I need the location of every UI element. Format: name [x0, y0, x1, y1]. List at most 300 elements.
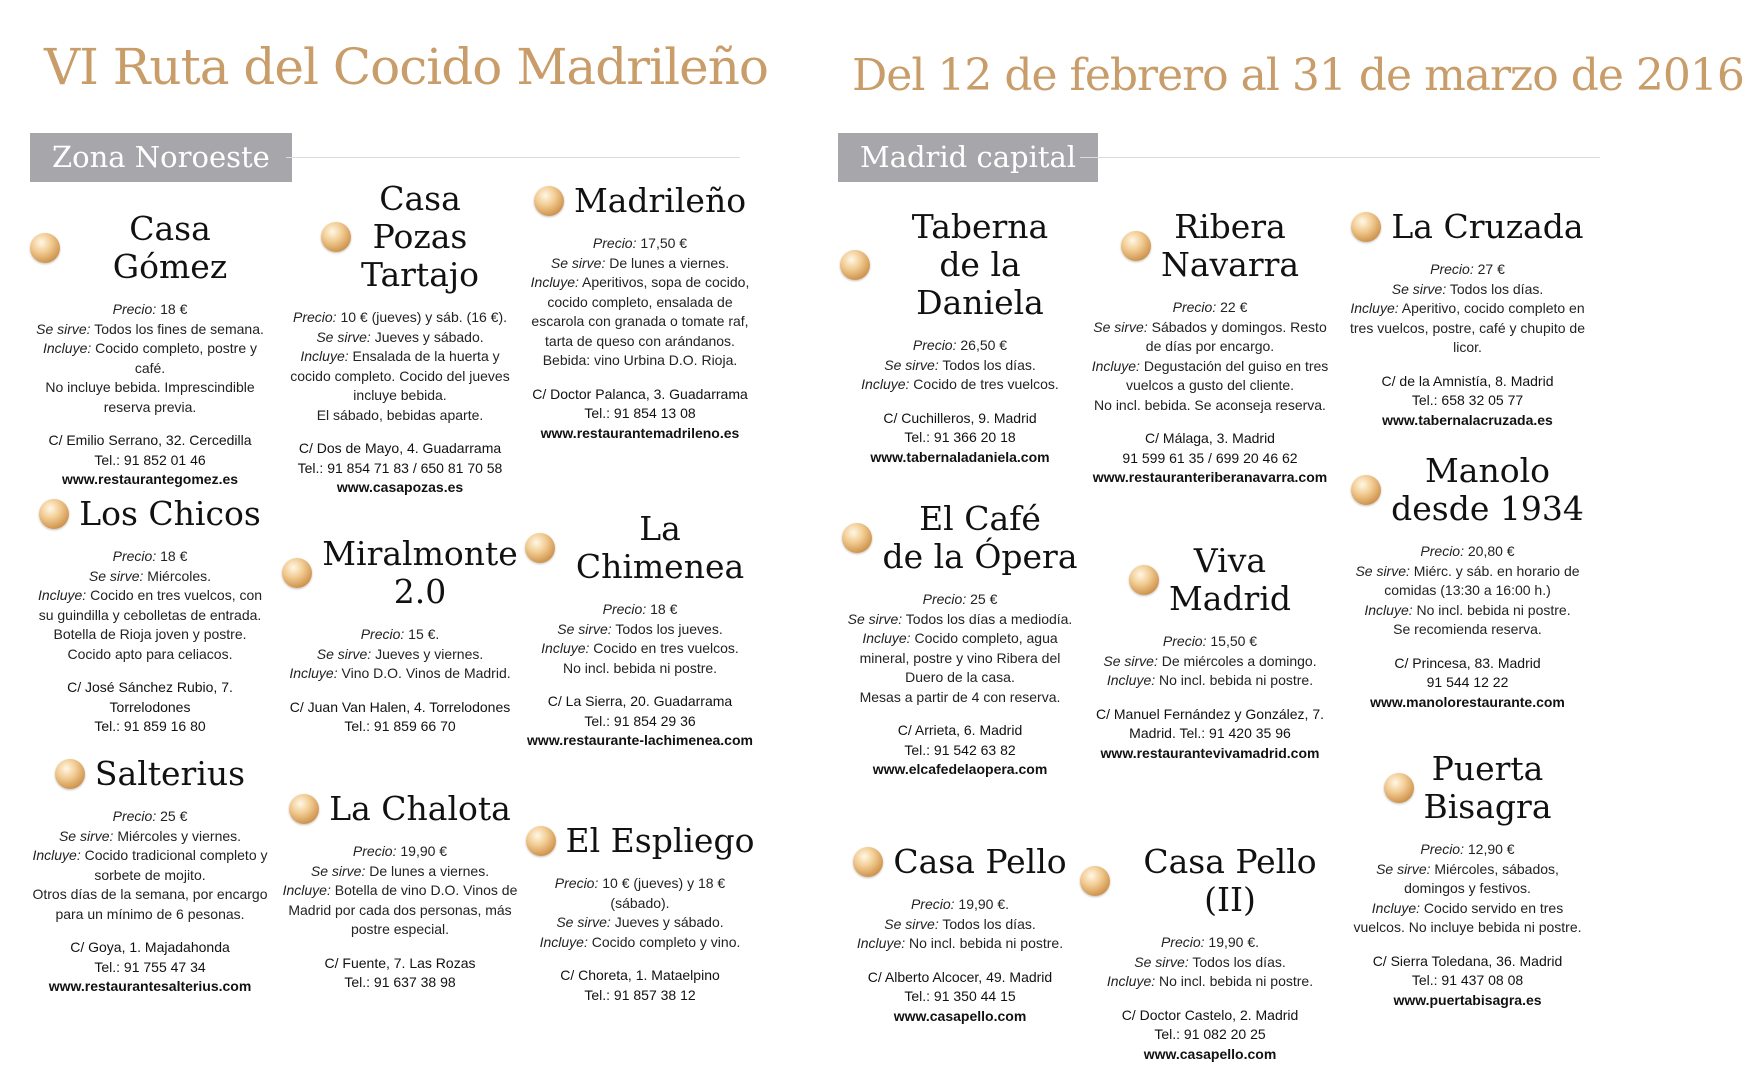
label-price: Precio:: [922, 591, 967, 607]
address: C/ Sierra Toledana, 36. Madrid: [1372, 952, 1563, 969]
chickpea-icon: [30, 233, 60, 263]
info-price: [840, 895, 1080, 915]
info-price: [30, 300, 270, 320]
info-serves: [840, 915, 1080, 935]
label-serves: Se sirve:: [1391, 280, 1447, 297]
restaurant-card: [280, 790, 520, 993]
restaurant-name-row: [1345, 750, 1590, 826]
label-price: Precio:: [352, 843, 397, 859]
label-price: Precio:: [112, 548, 157, 564]
restaurant-info: [1345, 542, 1590, 640]
info-price: [1345, 260, 1590, 280]
restaurant-name: Puerta Bisagra: [1423, 749, 1552, 826]
chickpea-icon: [842, 523, 872, 553]
restaurant-name: Viva Madrid: [1168, 541, 1292, 618]
info-price: [1345, 840, 1590, 860]
value-serves: De lunes a viernes.: [609, 254, 730, 271]
phone: Tel.: 91 350 44 15: [904, 988, 1016, 1004]
restaurant-info: [1090, 632, 1330, 691]
label-serves: Se sirve:: [847, 610, 903, 627]
restaurant-contact: [525, 966, 755, 1005]
info-serves: [1345, 562, 1590, 601]
value-serves: Sábados y domingos. Resto de días por encargo.: [1145, 318, 1327, 354]
restaurant-contact: [840, 409, 1080, 468]
label-serves: Se sirve:: [310, 862, 366, 879]
website: www.elcafedelaopera.com: [872, 761, 1048, 777]
info-price: [30, 807, 270, 827]
restaurant-contact: [30, 431, 270, 490]
restaurant-info: [1345, 260, 1590, 358]
restaurant-name: La Cruzada: [1391, 207, 1584, 246]
label-includes: Incluye:: [37, 587, 87, 603]
value-includes: Vino D.O. Vinos de Madrid.: [341, 665, 511, 681]
info-serves: [30, 320, 270, 340]
address: C/ Princesa, 83. Madrid: [1394, 654, 1541, 671]
restaurant-info: [840, 590, 1080, 707]
restaurant-card: [840, 208, 1080, 467]
address: C/ Juan Van Halen, 4. Torrelodones: [289, 698, 511, 715]
value-price: 25 €: [160, 808, 188, 824]
restaurant-name-row: [525, 510, 755, 586]
chickpea-icon: [1129, 565, 1159, 595]
info-serves: [1090, 652, 1330, 672]
restaurant-contact: [840, 968, 1080, 1027]
value-includes: Degustación del guiso en tres vuelcos a gusto del cliente.: [1125, 357, 1329, 393]
label-price: Precio:: [1420, 841, 1464, 857]
chickpea-icon: [534, 186, 564, 216]
zone-label-madrid: Madrid capital: [838, 133, 1098, 182]
label-price: Precio:: [910, 896, 955, 912]
restaurant-contact: [280, 954, 520, 993]
restaurant-contact: [1080, 1006, 1340, 1065]
value-price: 19,90 €: [400, 843, 448, 859]
value-serves: Miércoles, sábados, domingos y festivos.: [1404, 860, 1559, 896]
label-serves: Se sirve:: [884, 915, 939, 932]
restaurant-name-row: [840, 843, 1080, 881]
value-price: 17,50 €: [640, 235, 688, 251]
restaurant-name-row: [840, 500, 1080, 576]
info-includes: [1345, 601, 1590, 621]
value-serves: Miércoles y viernes.: [117, 827, 242, 844]
info-includes: [280, 881, 520, 940]
info-includes: [840, 375, 1080, 395]
info-includes: [1345, 899, 1590, 938]
label-includes: Incluye:: [1091, 357, 1140, 374]
restaurant-contact: [1090, 429, 1330, 488]
info-includes: [1090, 357, 1330, 396]
page-title: VI Ruta del Cocido Madrileño: [44, 38, 769, 96]
info-includes: [525, 639, 755, 659]
address: C/ de la Amnistía, 8. Madrid: [1381, 372, 1554, 389]
restaurant-name-row: [1090, 542, 1330, 618]
value-serves: Todos los jueves.: [615, 620, 723, 637]
label-includes: Incluye:: [1371, 899, 1421, 916]
chickpea-icon: [289, 794, 319, 824]
info-serves: [285, 328, 515, 348]
restaurant-info: [30, 300, 270, 417]
value-serves: Todos los días.: [1192, 953, 1286, 970]
label-price: Precio:: [554, 875, 599, 891]
restaurant-card: [30, 495, 270, 737]
phone: Tel.: 91 857 38 12: [584, 986, 696, 1003]
label-serves: Se sirve:: [36, 320, 91, 337]
info-price: [840, 336, 1080, 356]
label-includes: Incluye:: [1106, 672, 1156, 688]
website: www.restaurantemadrileno.es: [540, 424, 740, 441]
info-price: [280, 625, 520, 645]
info-extra: Mesas a partir de 4 con reserva.: [859, 688, 1061, 705]
info-extra: El sábado, bebidas aparte.: [316, 406, 484, 423]
label-includes: Incluye:: [43, 340, 92, 356]
phone: Tel.: 91 854 71 83 / 650 81 70 58: [297, 459, 503, 476]
info-includes: [30, 339, 270, 378]
chickpea-icon: [1351, 212, 1381, 242]
divider: [1080, 157, 1600, 158]
label-includes: Incluye:: [1364, 601, 1413, 618]
restaurant-card: [525, 510, 755, 751]
value-price: 22 €: [1220, 299, 1248, 315]
label-price: Precio:: [1420, 543, 1464, 559]
restaurant-name-row: [525, 822, 755, 860]
restaurant-info: [285, 308, 515, 425]
restaurant-card: [840, 843, 1080, 1026]
phone: Tel.: 91 852 01 46: [94, 451, 206, 468]
website: www.restaurantegomez.es: [61, 471, 239, 487]
restaurant-contact: [30, 678, 270, 737]
restaurant-contact: [525, 692, 755, 751]
restaurant-info: [1080, 933, 1340, 992]
label-serves: Se sirve:: [1103, 652, 1158, 669]
label-serves: Se sirve:: [1093, 318, 1148, 335]
restaurant-card: [525, 182, 755, 443]
info-serves: [30, 567, 270, 587]
restaurant-name: Ribera Navarra: [1160, 207, 1300, 284]
value-price: 20,80 €: [1467, 543, 1515, 559]
restaurant-contact: [30, 938, 270, 997]
phone: 91 599 61 35 / 699 20 46 62: [1122, 449, 1298, 466]
info-extra: No incluye bebida. Imprescindible reserva previa.: [45, 379, 255, 415]
info-includes: [840, 934, 1080, 954]
restaurant-name: Casa Pello: [893, 842, 1067, 881]
info-serves: [1345, 860, 1590, 899]
restaurant-name: Casa Gómez: [112, 209, 228, 286]
info-includes: [1345, 299, 1590, 358]
value-includes: No incl. bebida ni postre.: [909, 935, 1064, 951]
chickpea-icon: [1121, 231, 1151, 261]
restaurant-name-row: [285, 180, 515, 294]
value-serves: Todos los fines de semana.: [94, 320, 264, 337]
restaurant-name-row: [280, 790, 520, 828]
info-includes: [1090, 671, 1330, 691]
restaurant-info: [1345, 840, 1590, 938]
value-price: 18 €: [160, 301, 188, 317]
restaurant-card: [285, 180, 515, 498]
phone: Tel.: 91 854 13 08: [584, 405, 696, 421]
value-price: 26,50 €: [960, 337, 1008, 353]
info-includes: [1080, 972, 1340, 992]
info-extra: Bebida: vino Urbina D.O. Rioja.: [542, 352, 738, 368]
address: C/ Goya, 1. Majadahonda: [70, 939, 230, 955]
info-serves: [525, 913, 755, 933]
restaurant-contact: [1345, 372, 1590, 431]
address: C/ Fuente, 7. Las Rozas: [324, 954, 476, 971]
label-includes: Incluye:: [856, 935, 906, 951]
zone-label-noroeste: Zona Noroeste: [30, 133, 292, 182]
info-price: [285, 308, 515, 328]
restaurant-name: Miralmonte 2.0: [322, 534, 518, 611]
restaurant-card: [1080, 843, 1340, 1064]
restaurant-name-row: [1345, 208, 1590, 246]
phone: Tel.: 91 859 66 70: [344, 718, 456, 734]
restaurant-info: [280, 625, 520, 684]
info-price: [1090, 298, 1330, 318]
restaurant-name: El Café de la Ópera: [882, 499, 1078, 576]
restaurant-info: [525, 600, 755, 678]
value-price: 19,90 €.: [1208, 934, 1260, 950]
value-serves: Todos los días.: [942, 356, 1036, 373]
chickpea-icon: [840, 250, 870, 280]
chickpea-icon: [525, 533, 555, 563]
restaurant-name-row: [280, 535, 520, 611]
restaurant-info: [30, 807, 270, 924]
info-serves: [280, 862, 520, 882]
restaurant-name: La Chalota: [329, 789, 511, 828]
restaurant-name-row: [525, 182, 755, 220]
info-price: [30, 547, 270, 567]
label-includes: Incluye:: [300, 348, 349, 364]
phone: Tel.: 91 859 16 80: [94, 718, 206, 734]
restaurant-card: [280, 535, 520, 737]
label-serves: Se sirve:: [556, 914, 611, 930]
value-serves: Miércoles.: [147, 567, 212, 584]
value-includes: Aperitivo, cocido completo en tres vuelcos, postre, café y chupito de licor.: [1349, 300, 1585, 355]
restaurant-name-row: [30, 495, 270, 533]
info-includes: [30, 846, 270, 885]
restaurant-name-row: [1345, 452, 1590, 528]
address: C/ Doctor Palanca, 3. Guadarrama: [532, 385, 748, 402]
value-includes: Cocido completo y vino.: [591, 933, 741, 950]
phone: 91 544 12 22: [1426, 674, 1509, 690]
address: C/ Doctor Castelo, 2. Madrid: [1121, 1006, 1299, 1023]
value-includes: Ensalada de la huerta y cocido completo. Cocido del jueves incluye bebida.: [290, 348, 510, 403]
restaurant-contact: [1345, 952, 1590, 1011]
restaurant-name-row: [840, 208, 1080, 322]
restaurant-name: Casa Pello (II): [1143, 842, 1317, 919]
value-price: 25 €: [970, 591, 998, 607]
label-includes: Incluye:: [861, 376, 910, 392]
phone: Tel.: 91 366 20 18: [904, 429, 1016, 445]
restaurant-card: [525, 822, 755, 1005]
restaurant-contact: [280, 698, 520, 737]
website: www.restaurante-lachimenea.com: [527, 732, 753, 748]
value-price: 15,50 €: [1210, 633, 1258, 649]
value-serves: Todos los días a mediodía.: [905, 610, 1073, 627]
address: C/ La Sierra, 20. Guadarrama: [547, 693, 733, 709]
restaurant-card: [1090, 542, 1330, 763]
value-serves: De miércoles a domingo.: [1161, 652, 1317, 669]
restaurant-info: [840, 895, 1080, 954]
chickpea-icon: [282, 558, 312, 588]
address: C/ José Sánchez Rubio, 7. Torrelodones: [67, 679, 233, 715]
restaurant-name: Manolo desde 1934: [1391, 451, 1584, 528]
label-serves: Se sirve:: [316, 645, 372, 662]
chickpea-icon: [321, 222, 351, 252]
info-includes: [280, 664, 520, 684]
info-serves: [840, 356, 1080, 376]
info-includes: [525, 933, 755, 953]
value-price: 12,90 €: [1467, 841, 1515, 857]
address: C/ Emilio Serrano, 32. Cercedilla: [48, 432, 252, 448]
phone: Tel.: 91 082 20 25: [1154, 1026, 1266, 1042]
label-price: Precio:: [912, 337, 957, 353]
value-includes: No incl. bebida ni postre.: [1159, 973, 1314, 989]
info-extra: Otros días de la semana, por encargo para un mínimo de 6 pesonas.: [32, 886, 268, 922]
label-price: Precio:: [360, 626, 405, 642]
info-price: [1080, 933, 1340, 953]
info-price: [525, 600, 755, 620]
restaurant-name: La Chimenea: [575, 509, 745, 586]
label-price: Precio:: [1162, 633, 1207, 649]
info-includes: [30, 586, 270, 625]
label-includes: Incluye:: [862, 630, 911, 646]
divider: [286, 157, 740, 158]
restaurant-card: [30, 210, 270, 490]
website: www.casapello.com: [1143, 1045, 1277, 1062]
phone: Tel.: 91 637 38 98: [344, 974, 456, 990]
label-serves: Se sirve:: [557, 620, 612, 637]
restaurant-card: [30, 755, 270, 997]
chickpea-icon: [55, 759, 85, 789]
info-serves: [280, 645, 520, 665]
restaurant-contact: [285, 439, 515, 498]
info-extra: No incl. bebida ni postre.: [562, 659, 718, 676]
website: www.manolorestaurante.com: [1370, 693, 1565, 710]
label-includes: Incluye:: [289, 665, 338, 681]
info-price: [1345, 542, 1590, 562]
label-serves: Se sirve:: [316, 328, 371, 345]
restaurant-name: Salterius: [94, 754, 246, 793]
label-price: Precio:: [1160, 934, 1205, 950]
website: www.casapozas.es: [336, 479, 464, 495]
value-includes: Cocido de tres vuelcos.: [913, 376, 1059, 392]
chickpea-icon: [853, 847, 883, 877]
value-price: 18 €: [650, 601, 678, 617]
website: www.puertabisagra.es: [1393, 991, 1542, 1008]
website: www.tabernaladaniela.com: [870, 448, 1050, 465]
label-price: Precio:: [293, 309, 337, 325]
value-includes: No incl. bebida ni postre.: [1159, 672, 1314, 688]
phone: Tel.: 91 437 08 08: [1411, 972, 1524, 988]
phone: Tel.: 91 542 63 82: [904, 741, 1016, 758]
value-serves: Jueves y sábado.: [614, 914, 724, 930]
label-price: Precio:: [602, 601, 647, 617]
restaurant-contact: [840, 721, 1080, 780]
phone: Tel.: 91 854 29 36: [584, 712, 696, 729]
website: www.tabernalacruzada.es: [1382, 411, 1553, 428]
restaurant-contact: [1090, 705, 1330, 764]
value-price: 15 €.: [408, 626, 440, 642]
info-serves: [1090, 318, 1330, 357]
restaurant-info: [30, 547, 270, 664]
value-price: 10 € (jueves) y 18 € (sábado).: [602, 875, 726, 911]
chickpea-icon: [39, 499, 69, 529]
event-dates: Del 12 de febrero al 31 de marzo de 2016: [852, 50, 1744, 101]
label-serves: Se sirve:: [1376, 860, 1431, 877]
label-serves: Se sirve:: [1134, 953, 1189, 970]
info-extra: Se recomienda reserva.: [1393, 621, 1542, 637]
label-includes: Incluye:: [282, 882, 331, 898]
label-includes: Incluye:: [1350, 300, 1399, 316]
restaurant-name: Casa Pozas Tartajo: [361, 179, 479, 294]
info-serves: [30, 827, 270, 847]
address: C/ Dos de Mayo, 4. Guadarrama: [298, 440, 502, 456]
value-includes: Cocido completo, postre y café.: [95, 340, 257, 376]
restaurant-card: [1090, 208, 1330, 488]
label-price: Precio:: [1430, 261, 1474, 277]
address: C/ Manuel Fernández y González, 7. Madrid. Tel.: 91 420 35 96: [1095, 705, 1324, 741]
label-price: Precio:: [112, 808, 157, 824]
label-price: Precio:: [112, 301, 157, 317]
restaurant-info: [525, 234, 755, 371]
value-serves: De lunes a viernes.: [369, 862, 490, 879]
info-price: [525, 234, 755, 254]
address: C/ Alberto Alcocer, 49. Madrid: [867, 968, 1053, 985]
restaurant-info: [840, 336, 1080, 395]
value-includes: Botella de vino D.O. Vinos de Madrid por cada dos personas, más postre especial.: [288, 882, 518, 937]
info-includes: [840, 629, 1080, 688]
restaurant-name: Madrileño: [573, 181, 747, 220]
restaurant-name-row: [30, 755, 270, 793]
restaurant-name: Los Chicos: [79, 494, 261, 533]
restaurant-card: [1345, 452, 1590, 712]
value-serves: Jueves y viernes.: [375, 645, 484, 662]
value-price: 27 €: [1477, 261, 1505, 277]
info-price: [840, 590, 1080, 610]
label-includes: Incluye:: [541, 640, 590, 656]
label-includes: Incluye:: [1106, 973, 1156, 989]
website: www.casapello.com: [893, 1007, 1027, 1024]
value-includes: Cocido servido en tres vuelcos. No incluye bebida ni postre.: [1353, 899, 1582, 935]
restaurant-card: [840, 500, 1080, 780]
value-price: 10 € (jueves) y sáb. (16 €).: [340, 309, 507, 325]
label-serves: Se sirve:: [1355, 562, 1410, 579]
address: C/ Choreta, 1. Mataelpino: [560, 967, 720, 983]
chickpea-icon: [1384, 773, 1414, 803]
restaurant-name: Taberna de la Daniela: [911, 207, 1049, 322]
website: www.restaurantesalterius.com: [48, 978, 252, 994]
value-price: 18 €: [160, 548, 188, 564]
value-serves: Jueves y sábado.: [374, 328, 484, 345]
info-price: [525, 874, 755, 913]
phone: Tel.: 658 32 05 77: [1411, 392, 1524, 408]
address: C/ Málaga, 3. Madrid: [1145, 430, 1275, 446]
restaurant-card: [1345, 750, 1590, 1010]
value-includes: Cocido tradicional completo y sorbete de mojito.: [84, 847, 268, 883]
label-includes: Incluye:: [539, 933, 588, 950]
restaurant-name-row: [1090, 208, 1330, 284]
label-serves: Se sirve:: [884, 356, 939, 373]
website: www.restauranteriberanavarra.com: [1092, 469, 1328, 485]
value-includes: Cocido en tres vuelcos.: [593, 640, 739, 656]
website: www.restaurantevivamadrid.com: [1100, 744, 1320, 761]
chickpea-icon: [1080, 866, 1110, 896]
info-price: [280, 842, 520, 862]
label-price: Precio:: [1172, 299, 1217, 315]
restaurant-card: [1345, 208, 1590, 430]
info-extra: No incl. bebida. Se aconseja reserva.: [1094, 396, 1326, 413]
info-price: [1090, 632, 1330, 652]
phone: Tel.: 91 755 47 34: [94, 958, 206, 975]
